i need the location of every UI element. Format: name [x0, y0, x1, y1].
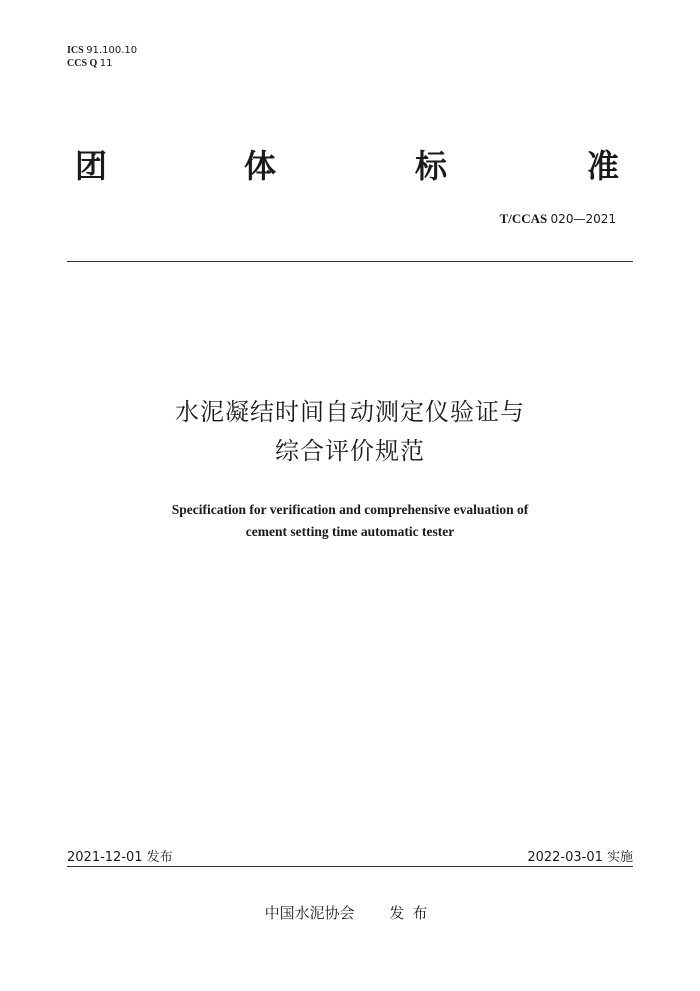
date-row: [67, 846, 633, 866]
release-date: 2021-12-01 发布: [67, 850, 173, 865]
standard-type-char-4: 准: [587, 147, 620, 185]
english-title-line-1: Specification for verification and comprehensive evaluation of: [171, 502, 529, 517]
standard-number-prefix: T/CCAS: [499, 211, 548, 226]
implementation-date: 2022-03-01 实施: [527, 850, 633, 865]
ics-code: 91.100.10: [86, 45, 138, 56]
top-divider: [67, 261, 633, 262]
standard-type-char-2: 体: [244, 147, 277, 185]
bottom-divider: [67, 866, 633, 867]
standard-type-heading: [75, 146, 627, 186]
standard-type-char-1: 团: [75, 147, 108, 185]
english-title: [0, 499, 700, 543]
classification-codes: [67, 44, 137, 70]
publisher-name: 中国水泥协会: [264, 904, 355, 922]
chinese-title-line-1: 水泥凝结时间自动测定仪验证与: [175, 398, 525, 426]
standard-number-digits: 020—2021: [550, 212, 616, 226]
ics-label: ICS: [67, 45, 84, 56]
standard-number: [500, 211, 616, 227]
ccs-code: 11: [99, 58, 113, 69]
ccs-code-line: [67, 57, 137, 70]
publisher: [0, 902, 700, 923]
standard-type-char-3: 标: [415, 147, 448, 185]
chinese-title: [0, 393, 700, 471]
ics-code-line: [67, 44, 137, 57]
chinese-title-line-2: 综合评价规范: [275, 437, 425, 465]
ccs-label: CCS Q: [67, 58, 98, 69]
english-title-line-2: cement setting time automatic tester: [245, 524, 455, 539]
publisher-action: 发布: [389, 904, 436, 922]
